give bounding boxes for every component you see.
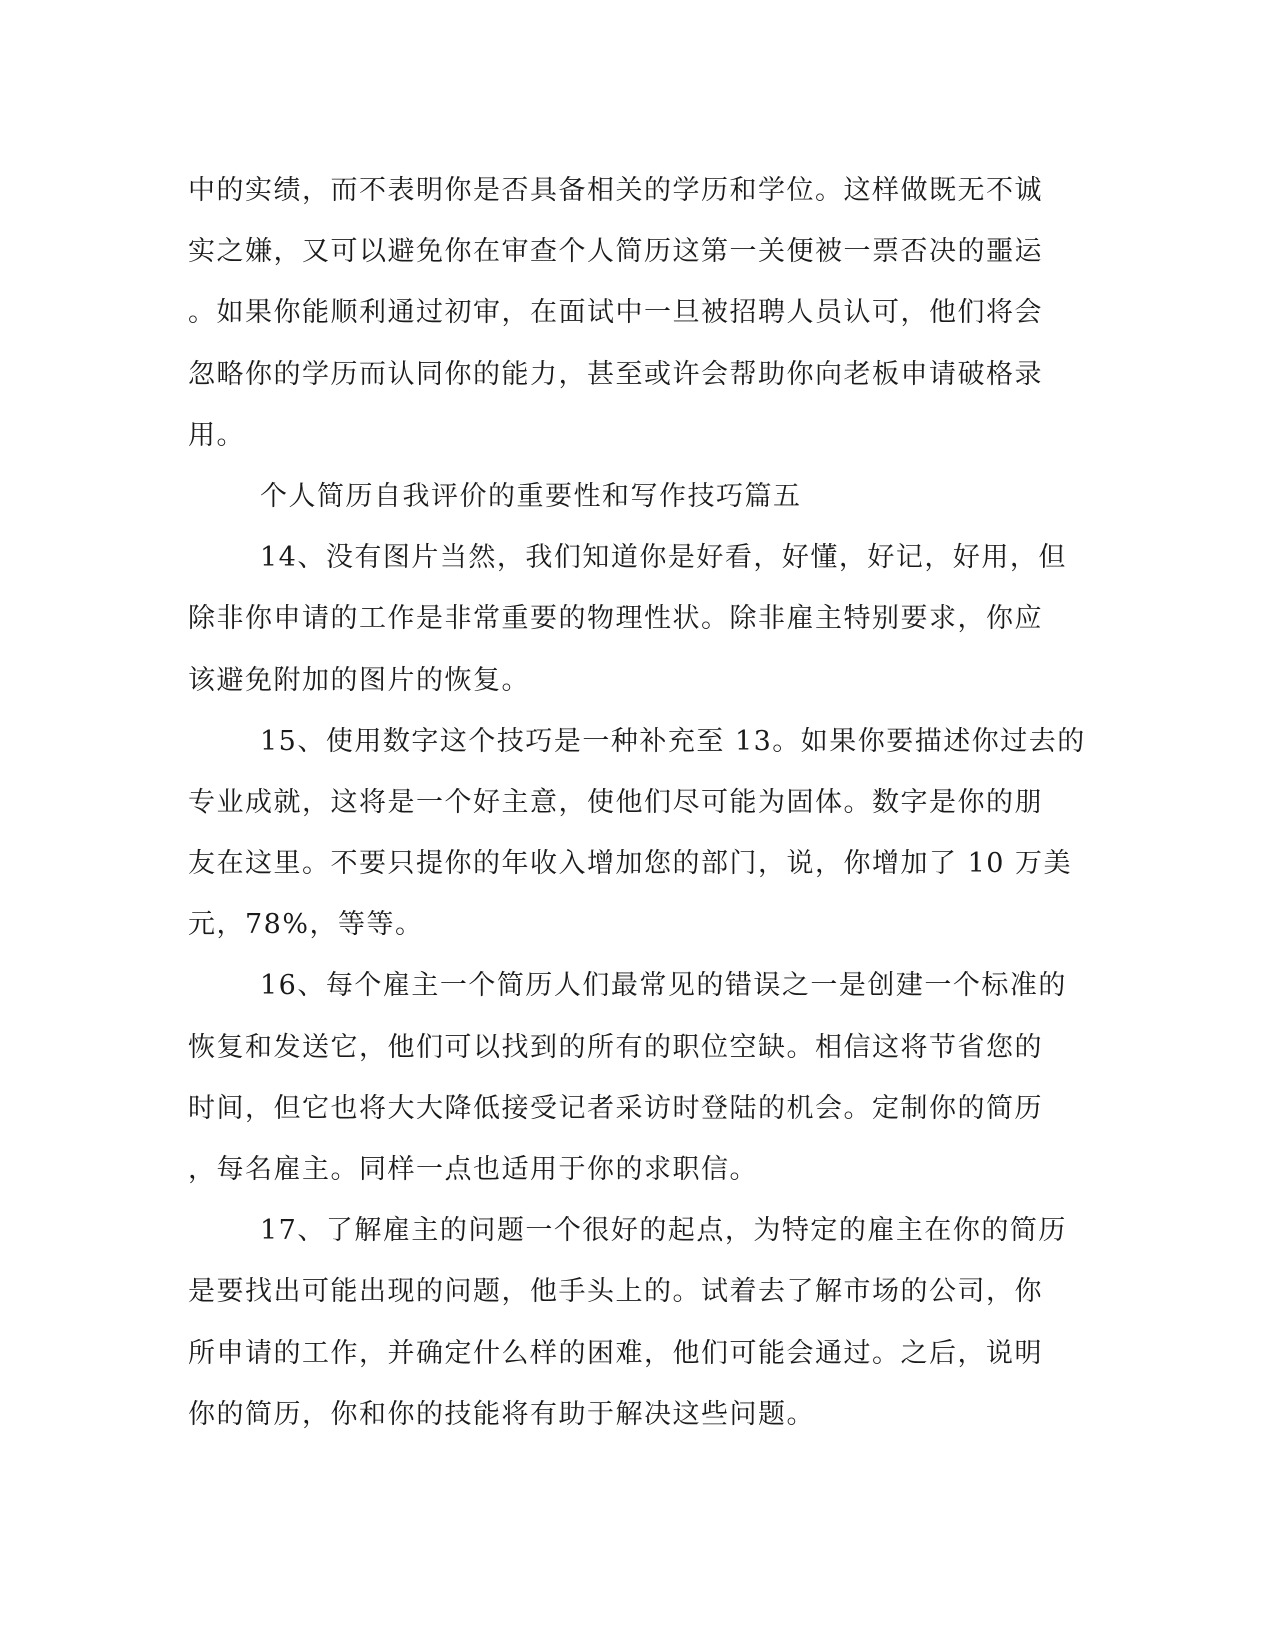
document-body xyxy=(188,160,1088,1445)
text-line: 。如果你能顺利通过初审，在面试中一旦被招聘人员认可，他们将会 xyxy=(188,297,1043,329)
text-line: 恢复和发送它，他们可以找到的所有的职位空缺。相信这将节省您的 xyxy=(188,1031,1043,1063)
text-line: 实之嫌，又可以避免你在审查个人简历这第一关便被一票否决的噩运 xyxy=(188,236,1043,268)
text-line: 时间，但它也将大大降低接受记者采访时登陆的机会。定制你的简历 xyxy=(188,1092,1043,1124)
text-line: 元，78%，等等。 xyxy=(188,909,424,941)
text-line: 中的实绩，而不表明你是否具备相关的学历和学位。这样做既无不诚 xyxy=(188,175,1043,206)
text-line: 该避免附加的图片的恢复。 xyxy=(188,664,530,696)
text-line: 15、使用数字这个技巧是一种补充至 13。如果你要描述你过去的 xyxy=(260,725,1086,757)
text-line: 忽略你的学历而认同你的能力，甚至或许会帮助你向老板申请破格录 xyxy=(188,358,1043,390)
text-line: 14、没有图片当然，我们知道你是好看，好懂，好记，好用，但 xyxy=(260,542,1067,574)
text-line: 专业成就，这将是一个好主意，使他们尽可能为固体。数字是你的朋 xyxy=(188,786,1043,818)
section-heading: 个人简历自我评价的重要性和写作技巧篇五 xyxy=(260,480,802,512)
text-line: 17、了解雇主的问题一个很好的起点，为特定的雇主在你的简历 xyxy=(260,1215,1067,1247)
text-line: 是要找出可能出现的问题，他手头上的。试着去了解市场的公司，你 xyxy=(188,1276,1043,1308)
text-line: 用。 xyxy=(188,419,245,451)
text-line: 16、每个雇主一个简历人们最常见的错误之一是创建一个标准的 xyxy=(260,970,1067,1002)
text-line: ，每名雇主。同样一点也适用于你的求职信。 xyxy=(188,1154,758,1185)
text-line: 所申请的工作，并确定什么样的困难，他们可能会通过。之后，说明 xyxy=(188,1337,1043,1369)
text-line: 你的简历，你和你的技能将有助于解决这些问题。 xyxy=(188,1398,815,1430)
text-line: 除非你申请的工作是非常重要的物理性状。除非雇主特别要求，你应 xyxy=(188,603,1043,635)
text-line: 友在这里。不要只提你的年收入增加您的部门，说，你增加了 10 万美 xyxy=(188,848,1073,880)
